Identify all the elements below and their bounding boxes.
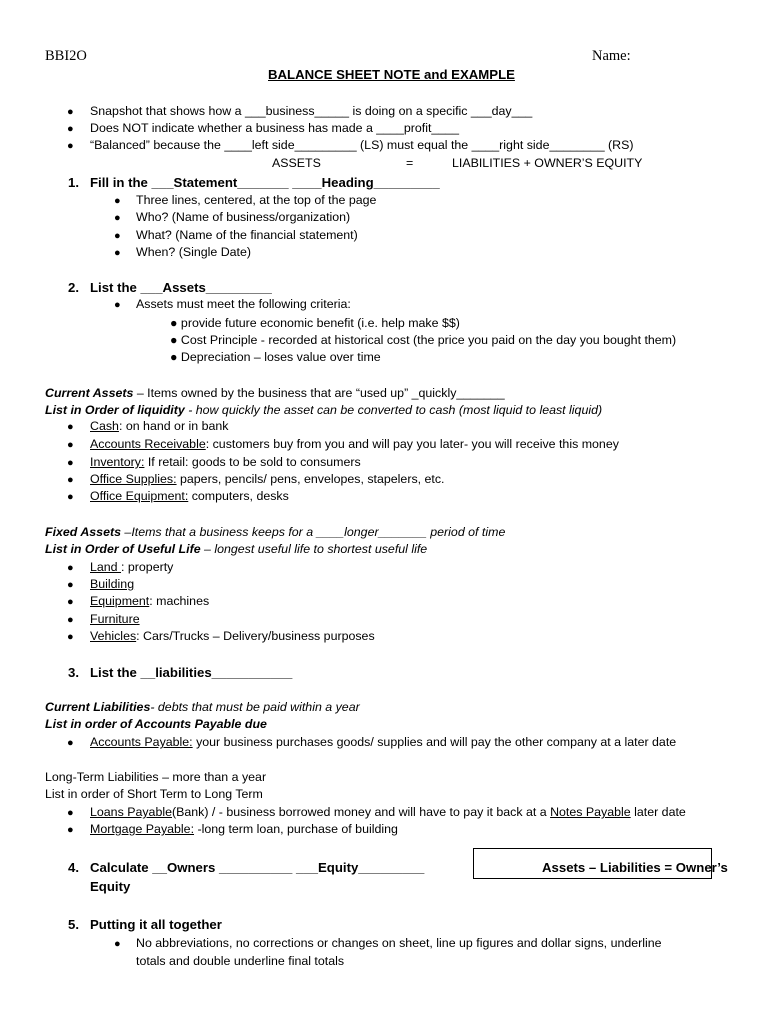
equation-equals: = xyxy=(406,156,414,170)
useful-life-desc: – longest useful life to shortest useful life xyxy=(200,542,428,556)
accounts-payable-order: List in order of Accounts Payable due xyxy=(45,717,267,731)
bullet-icon: ● xyxy=(67,579,74,591)
desc-inventory: If retail: goods to be sold to consumers xyxy=(144,455,361,469)
term-accounts-payable: Accounts Payable: xyxy=(90,735,193,749)
term-office-supplies: Office Supplies: xyxy=(90,472,177,486)
term-loans-payable: Loans Payable xyxy=(90,805,172,819)
owners-equity-formula: Assets – Liabilities = Owner’s xyxy=(542,860,728,875)
intro-line-2: Does NOT indicate whether a business has made a ____profit____ xyxy=(90,121,459,135)
page-title: BALANCE SHEET NOTE and EXAMPLE xyxy=(268,67,515,82)
heading-item-4: When? (Single Date) xyxy=(136,245,252,259)
bullet-icon: ● xyxy=(114,299,121,311)
current-asset-inventory xyxy=(90,455,361,469)
current-assets-desc: – Items owned by the business that are “used up” _quickly_______ xyxy=(133,386,505,400)
current-liabilities-label: Current Liabilities xyxy=(45,700,151,714)
liquidity-label: List in Order of liquidity xyxy=(45,403,185,417)
fixed-assets-line xyxy=(45,525,505,539)
section-1-title: Fill in the ___Statement_______ ____Heading_________ xyxy=(90,175,440,190)
bullet-icon: ● xyxy=(67,596,74,608)
term-office-equipment: Office Equipment: xyxy=(90,489,189,503)
section-3-number: 3. xyxy=(68,665,79,680)
term-land: Land xyxy=(90,560,122,574)
useful-life-label: List in Order of Useful Life xyxy=(45,542,201,556)
desc-vehicles: : Cars/Trucks – Delivery/business purposes xyxy=(136,629,375,643)
bullet-icon: ● xyxy=(114,938,121,950)
fixed-asset-equipment xyxy=(90,594,209,608)
useful-life-line xyxy=(45,542,427,556)
bullet-icon: ● xyxy=(67,457,74,469)
bullet-icon: ● xyxy=(67,491,74,503)
desc-accounts-payable: your business purchases goods/ supplies and will pay the other company at a later date xyxy=(192,735,677,749)
current-asset-equipment xyxy=(90,489,289,503)
fixed-asset-furniture xyxy=(90,612,140,626)
bullet-icon: ● xyxy=(67,807,74,819)
current-asset-receivable xyxy=(90,437,619,451)
current-assets-label: Current Assets xyxy=(45,386,134,400)
heading-item-2: Who? (Name of business/organization) xyxy=(136,210,351,224)
section-2-title: List the ___Assets_________ xyxy=(90,280,272,295)
current-asset-supplies xyxy=(90,472,445,486)
section-3-title: List the __liabilities___________ xyxy=(90,665,293,680)
desc-later-date: later date xyxy=(630,805,686,819)
heading-item-1: Three lines, centered, at the top of the page xyxy=(136,193,377,207)
criteria-intro: Assets must meet the following criteria: xyxy=(136,297,351,311)
name-label: Name: xyxy=(592,48,631,64)
fixed-assets-desc: –Items that a business keeps for a ____longer_______ period of time xyxy=(120,525,506,539)
desc-mortgage-payable: -long term loan, purchase of building xyxy=(194,822,398,836)
desc-cash: : on hand or in bank xyxy=(118,419,229,433)
section-1-number: 1. xyxy=(68,175,79,190)
bullet-icon: ● xyxy=(67,140,74,152)
bullet-icon: ● xyxy=(114,212,121,224)
term-inventory: Inventory: xyxy=(90,455,145,469)
bullet-icon: ● xyxy=(67,562,74,574)
current-liabilities-line xyxy=(45,700,360,714)
fixed-asset-land xyxy=(90,560,173,574)
desc-land: : property xyxy=(121,560,174,574)
long-term-title: Long-Term Liabilities – more than a year xyxy=(45,770,267,784)
equation-assets: ASSETS xyxy=(272,156,321,170)
bullet-icon: ● xyxy=(114,247,121,259)
section-5-title: Putting it all together xyxy=(90,917,222,932)
section-5-number: 5. xyxy=(68,917,79,932)
desc-loans-payable: (Bank) / - business borrowed money and will have to pay it back at a xyxy=(171,805,551,819)
current-assets-line xyxy=(45,386,505,400)
liquidity-desc: - how quickly the asset can be converted to cash (most liquid to least liquid) xyxy=(184,403,603,417)
bullet-icon: ● xyxy=(114,230,121,242)
term-equipment: Equipment xyxy=(90,594,150,608)
intro-line-1: Snapshot that shows how a ___business_____ is doing on a specific ___day___ xyxy=(90,104,533,118)
loans-payable-item xyxy=(90,805,686,819)
fixed-asset-vehicles xyxy=(90,629,375,643)
desc-office-equipment: computers, desks xyxy=(188,489,289,503)
bullet-icon: ● xyxy=(67,106,74,118)
term-cash: Cash xyxy=(90,419,119,433)
section-4-number: 4. xyxy=(68,860,79,875)
term-accounts-receivable: Accounts Receivable xyxy=(90,437,206,451)
term-vehicles: Vehicles xyxy=(90,629,137,643)
heading-item-3: What? (Name of the financial statement) xyxy=(136,228,358,242)
equation-right: LIABILITIES + OWNER’S EQUITY xyxy=(452,156,643,170)
long-term-order: List in order of Short Term to Long Term xyxy=(45,787,263,801)
term-mortgage-payable: Mortgage Payable: xyxy=(90,822,195,836)
liquidity-line xyxy=(45,403,602,417)
bullet-icon: ● xyxy=(67,439,74,451)
desc-equipment: : machines xyxy=(149,594,210,608)
fixed-assets-label: Fixed Assets xyxy=(45,525,121,539)
desc-office-supplies: papers, pencils/ pens, envelopes, stapelers, etc. xyxy=(176,472,445,486)
term-notes-payable: Notes Payable xyxy=(550,805,631,819)
fixed-asset-building xyxy=(90,577,134,591)
bullet-icon: ● xyxy=(67,421,74,433)
section-2-number: 2. xyxy=(68,280,79,295)
section-4-title-cont: Equity xyxy=(90,879,131,894)
together-line-1: No abbreviations, no corrections or changes on sheet, line up figures and dollar signs, underline xyxy=(136,936,662,950)
bullet-icon: ● xyxy=(67,614,74,626)
mortgage-payable-item xyxy=(90,822,398,836)
bullet-icon: ● xyxy=(67,123,74,135)
bullet-icon: ● xyxy=(114,195,121,207)
desc-accounts-receivable: : customers buy from you and will pay you later- you will receive this money xyxy=(205,437,619,451)
section-4-title: Calculate __Owners __________ ___Equity_________ xyxy=(90,860,425,875)
accounts-payable-item xyxy=(90,735,676,749)
together-line-2: totals and double underline final totals xyxy=(136,954,345,968)
criteria-item-2: ● Cost Principle - recorded at historical cost (the price you paid on the day you bought them) xyxy=(170,333,677,347)
term-furniture: Furniture xyxy=(90,612,140,626)
current-liabilities-desc: - debts that must be paid within a year xyxy=(150,700,360,714)
bullet-icon: ● xyxy=(67,631,74,643)
course-code: BBI2O xyxy=(45,48,87,64)
current-asset-cash xyxy=(90,419,228,433)
bullet-icon: ● xyxy=(67,474,74,486)
term-building: Building xyxy=(90,577,135,591)
bullet-icon: ● xyxy=(67,824,74,836)
intro-line-3: “Balanced” because the ____left side_________ (LS) must equal the ____right side________ (RS) xyxy=(90,138,634,152)
bullet-icon: ● xyxy=(67,737,74,749)
criteria-item-3: ● Depreciation – loses value over time xyxy=(170,350,381,364)
criteria-item-1: ● provide future economic benefit (i.e. help make $$) xyxy=(170,316,460,330)
